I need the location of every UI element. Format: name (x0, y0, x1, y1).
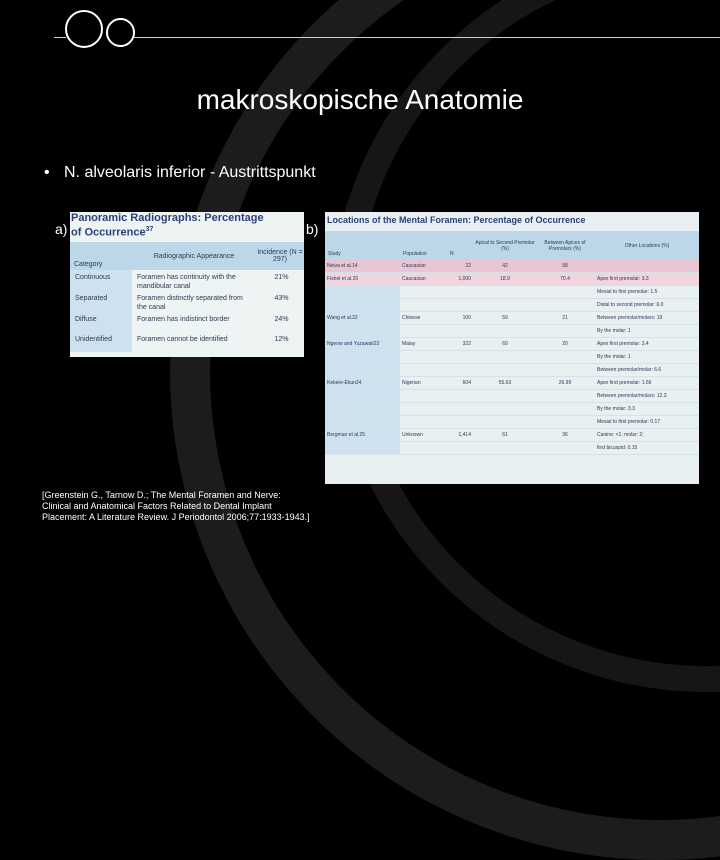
table-cell: Separated (70, 291, 132, 312)
table-row (70, 270, 304, 291)
table-cell (447, 416, 475, 429)
table-cell: Bergman et al.25 (325, 429, 400, 442)
table-cell: 42 (475, 260, 535, 273)
table-cell (400, 364, 447, 377)
table-cell: Nigerian (400, 377, 447, 390)
table-row (325, 273, 699, 286)
table-cell: 59 (475, 312, 535, 325)
table-cell: Fishel et al.20 (325, 273, 400, 286)
label-b: b) (306, 221, 319, 237)
table-cell: 21 (535, 312, 595, 325)
bullet-item (44, 164, 316, 182)
table-cell: 21% (274, 274, 289, 281)
table-row (325, 312, 699, 325)
table-cell (595, 260, 699, 273)
column-header: Category (70, 242, 132, 270)
header-rule (54, 37, 66, 38)
table-cell: 69 (475, 338, 535, 351)
table-cell (447, 325, 475, 338)
table-a-grid (70, 242, 304, 352)
table-cell (535, 351, 595, 364)
column-header: Incidence (N = 297) (256, 242, 304, 270)
table-cell (400, 416, 447, 429)
table-row (325, 390, 699, 403)
table-cell: 22 (447, 260, 475, 273)
table-cell (447, 442, 475, 455)
table-cell: Mesial to first premolar: 0.17 (595, 416, 699, 429)
table-cell (325, 442, 400, 455)
table-cell (400, 299, 447, 312)
table-cell: 604 (447, 377, 475, 390)
table-cell: Foramen has continuity with the mandibular canal (137, 274, 236, 290)
table-cell (447, 364, 475, 377)
table-cell: Mesial to first premolar: 1.5 (595, 286, 699, 299)
table-cell (447, 286, 475, 299)
table-row (325, 377, 699, 390)
table-cell: 26.99 (535, 377, 595, 390)
table-cell (325, 286, 400, 299)
table-cell (447, 403, 475, 416)
table-cell: Between premolar/molars: 19 (595, 312, 699, 325)
table-cell: Continuous (70, 270, 132, 291)
table-cell (475, 364, 535, 377)
table-cell (400, 403, 447, 416)
table-cell: Canine: <1; molar: 2; (595, 429, 699, 442)
table-b-grid (325, 231, 699, 455)
table-cell: 55.63 (475, 377, 535, 390)
table-cell: 43% (274, 295, 289, 302)
column-header: Apical to Second Premolar (%) (475, 231, 535, 260)
table-row (70, 291, 304, 312)
table-cell: Ngeow and Yuzawati23 (325, 338, 400, 351)
table-row (325, 325, 699, 338)
table-cell: Foramen has indistinct border (137, 316, 230, 323)
table-row (325, 442, 699, 455)
table-cell: 20 (535, 338, 595, 351)
table-cell: 1,000 (447, 273, 475, 286)
column-header: Other Locations (%) (595, 231, 699, 260)
table-cell: Diffuse (70, 312, 132, 332)
table-cell (325, 364, 400, 377)
table-cell (475, 390, 535, 403)
column-header: Radiographic Appearance (132, 242, 256, 270)
table-cell: Apex first premolar: 3.4 (595, 338, 699, 351)
table-row (325, 299, 699, 312)
table-cell: 36 (535, 429, 595, 442)
table-cell: By the molar: 1 (595, 351, 699, 364)
table-cell (535, 325, 595, 338)
table-cell (325, 403, 400, 416)
header-rule (134, 37, 720, 38)
column-header: Between Apices of Premolars (%) (535, 231, 595, 260)
table-row (325, 351, 699, 364)
table-row (325, 364, 699, 377)
table-cell: By the molar: 1 (595, 325, 699, 338)
table-cell (475, 299, 535, 312)
table-cell (447, 390, 475, 403)
table-cell: Chinese (400, 312, 447, 325)
table-cell (535, 416, 595, 429)
table-panoramic-radiographs (70, 212, 304, 357)
table-a-title: Panoramic Radiographs: Percentage of Occurrence$^{37}$ (71, 212, 264, 239)
table-cell (400, 351, 447, 364)
table-row (325, 338, 699, 351)
table-row (325, 429, 699, 442)
table-cell: Caucasian (400, 273, 447, 286)
table-row (325, 260, 699, 273)
table-cell (400, 442, 447, 455)
table-cell (475, 351, 535, 364)
table-cell: Unidentified (70, 332, 132, 352)
table-cell (535, 390, 595, 403)
table-cell (475, 403, 535, 416)
table-cell: Apex first premolar: 3.3 (595, 273, 699, 286)
table-row (325, 403, 699, 416)
logo-circle-large (65, 10, 103, 48)
table-cell (535, 364, 595, 377)
table-cell: 18.9 (475, 273, 535, 286)
table-cell (325, 351, 400, 364)
table-header-row (325, 231, 699, 260)
table-cell (325, 299, 400, 312)
table-mental-foramen-locations (325, 212, 699, 484)
table-cell: Foramen distinctly separated from the canal (137, 295, 243, 311)
table-cell (535, 403, 595, 416)
table-cell (325, 416, 400, 429)
table-cell: 12% (274, 336, 289, 343)
bullet-text: N. alveolaris inferior - Austrittspunkt (64, 164, 316, 181)
table-cell: Caucasian (400, 260, 447, 273)
table-cell: Distal to second premolar: 6.0 (595, 299, 699, 312)
table-cell: Wang et al.22 (325, 312, 400, 325)
table-cell: Kekere-Ekun24 (325, 377, 400, 390)
table-cell (535, 286, 595, 299)
table-b-title: Locations of the Mental Foramen: Percentage of Occurrence (327, 215, 586, 225)
table-cell: Neiva et al.14 (325, 260, 400, 273)
table-cell (535, 442, 595, 455)
table-row (70, 332, 304, 352)
table-cell: 1,414 (447, 429, 475, 442)
table-cell: Malay (400, 338, 447, 351)
table-cell: 322 (447, 338, 475, 351)
table-cell (325, 390, 400, 403)
table-cell: first bicuspid: 0.15 (595, 442, 699, 455)
column-header: Population (400, 231, 447, 260)
table-cell: 70.4 (535, 273, 595, 286)
slide-title: makroskopische Anatomie (196, 84, 524, 115)
citation: [Greenstein G., Tarnow D.; The Mental Foramen and Nerve: Clinical and Anatomical Factors Related to Dental Implant Placement: A Literature Review. J Periodontol 2006;77:1933-1943.] (42, 490, 310, 522)
table-cell: Between premolar/molar: 6.6 (595, 364, 699, 377)
table-cell: Foramen cannot be identified (137, 336, 228, 343)
table-cell (447, 351, 475, 364)
table-cell: 58 (535, 260, 595, 273)
table-cell: 100 (447, 312, 475, 325)
table-row (325, 416, 699, 429)
table-header-row (70, 242, 304, 270)
table-cell (400, 286, 447, 299)
table-cell (475, 416, 535, 429)
table-cell: 24% (274, 316, 289, 323)
table-cell (535, 299, 595, 312)
bullet-dot: • (44, 164, 50, 181)
table-cell (475, 286, 535, 299)
table-cell: By the molar: 3.3 (595, 403, 699, 416)
table-cell (400, 390, 447, 403)
table-cell: Unknown (400, 429, 447, 442)
table-cell: Between premolar/molars: 12.3 (595, 390, 699, 403)
table-cell: 61 (475, 429, 535, 442)
logo-circle-small (106, 18, 135, 47)
table-cell: Apex first premolar: 1.66 (595, 377, 699, 390)
column-header: Study (325, 231, 400, 260)
table-cell (400, 325, 447, 338)
column-header: N (447, 231, 475, 260)
table-cell (475, 325, 535, 338)
table-cell (447, 299, 475, 312)
label-a: a) (55, 221, 68, 237)
table-cell (475, 442, 535, 455)
table-cell (325, 325, 400, 338)
table-row (325, 286, 699, 299)
table-row (70, 312, 304, 332)
